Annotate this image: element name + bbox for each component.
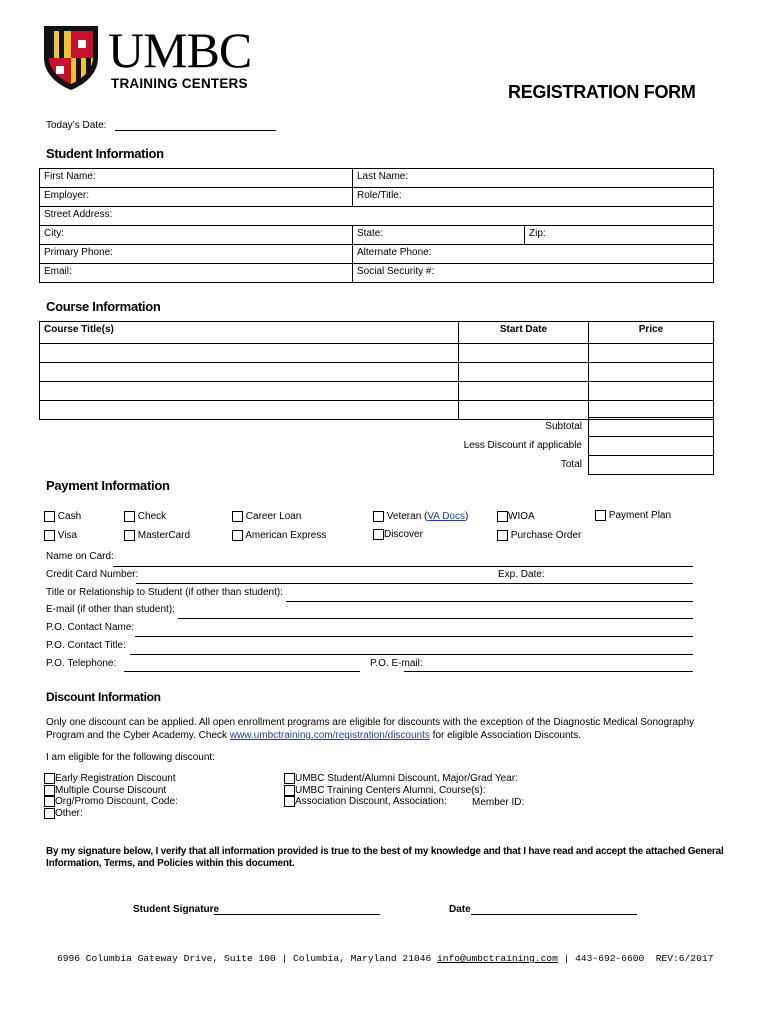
signature-statement <box>46 846 736 870</box>
state-label: State: <box>357 228 384 239</box>
student-signature-field[interactable] <box>214 914 380 915</box>
discounts-link[interactable]: www.umbctraining.com/registration/discounts <box>229 730 430 741</box>
start-date-header: Start Date <box>459 322 589 344</box>
shield-icon <box>40 22 102 92</box>
discount-label: Less Discount if applicable <box>463 440 582 451</box>
discount-option[interactable] <box>44 808 178 820</box>
wioa-checkbox[interactable] <box>497 511 508 522</box>
eligible-label: I am eligible for the following discount: <box>46 752 215 763</box>
cash-label: Cash <box>57 511 82 523</box>
check-checkbox[interactable] <box>124 511 135 522</box>
wioa-label: WIOA <box>508 511 535 523</box>
payment-option-payment-plan[interactable] <box>595 510 671 521</box>
po-email-label: P.O. E-mail: <box>370 658 423 669</box>
discount-cell[interactable] <box>589 437 714 456</box>
first-name-label: First Name: <box>44 171 96 182</box>
title-relationship-label: Title or Relationship to Student (if other than student): <box>46 587 283 598</box>
early-registration-label: Early Registration Discount <box>55 773 176 785</box>
course-title-cell[interactable] <box>40 344 459 363</box>
price-cell[interactable] <box>589 363 714 382</box>
payment-option-mastercard[interactable] <box>124 530 190 541</box>
subtotal-cell[interactable] <box>589 418 714 437</box>
totals-table <box>588 417 714 475</box>
street-address-label: Street Address: <box>44 209 113 220</box>
subtotal-label: Subtotal <box>545 421 582 432</box>
payment-option-career-loan[interactable] <box>232 511 301 522</box>
student-info-table <box>39 168 714 283</box>
purchase-order-label: Purchase Order <box>510 530 582 542</box>
course-title-cell[interactable] <box>40 401 459 420</box>
check-label: Check <box>137 511 167 523</box>
city-label: City: <box>44 228 64 239</box>
total-label: Total <box>560 459 582 470</box>
employer-field[interactable] <box>40 188 353 207</box>
mastercard-checkbox[interactable] <box>124 530 135 541</box>
start-date-cell[interactable] <box>459 363 589 382</box>
role-field[interactable] <box>353 188 714 207</box>
amex-label: American Express <box>245 530 327 542</box>
course-row <box>40 363 714 382</box>
signature-date-field[interactable] <box>471 914 637 915</box>
payment-option-amex[interactable] <box>232 530 326 541</box>
payment-option-veteran[interactable] <box>373 511 468 522</box>
card-number-field[interactable] <box>136 583 693 584</box>
discover-checkbox[interactable] <box>373 529 384 540</box>
payment-plan-label: Payment Plan <box>608 510 672 522</box>
payment-option-discover[interactable] <box>373 529 423 540</box>
discount-info-heading: Discount Information <box>46 690 161 704</box>
course-row <box>40 382 714 401</box>
start-date-cell[interactable] <box>459 401 589 420</box>
discount-text-end: for eligible Association Discounts. <box>429 730 582 741</box>
org-promo-checkbox[interactable] <box>44 796 55 807</box>
alternate-phone-field[interactable] <box>353 245 714 264</box>
student-info-heading: Student Information <box>46 146 164 161</box>
early-registration-checkbox[interactable] <box>44 773 55 784</box>
total-cell[interactable] <box>589 456 714 475</box>
org-promo-label: Org/Promo Discount, Code: <box>55 796 178 808</box>
discount-paragraph-line-2 <box>46 729 726 742</box>
zip-field[interactable] <box>525 226 714 245</box>
payment-option-wioa[interactable] <box>497 511 535 522</box>
zip-label: Zip: <box>529 228 546 239</box>
payment-option-purchase-order[interactable] <box>497 530 581 541</box>
umbc-student-label: UMBC Student/Alumni Discount, Major/Grad Year: <box>295 773 518 785</box>
payment-option-cash[interactable] <box>44 511 81 522</box>
discount-left-options <box>44 773 178 820</box>
cash-checkbox[interactable] <box>44 511 55 522</box>
price-cell[interactable] <box>589 344 714 363</box>
payment-option-check[interactable] <box>124 511 166 522</box>
course-row <box>40 344 714 363</box>
title-relationship-field[interactable] <box>286 601 693 602</box>
amex-checkbox[interactable] <box>232 530 243 541</box>
mastercard-label: MasterCard <box>137 530 191 542</box>
payment-plan-checkbox[interactable] <box>595 510 606 521</box>
last-name-field[interactable] <box>353 169 714 188</box>
course-title-header: Course Title(s) <box>40 322 459 344</box>
price-cell[interactable] <box>589 382 714 401</box>
primary-phone-field[interactable] <box>40 245 353 264</box>
name-on-card-field[interactable] <box>113 566 693 567</box>
email-label: Email: <box>44 266 72 277</box>
discount-paragraph <box>46 716 726 742</box>
ssn-label: Social Security #: <box>357 266 435 277</box>
umbc-alumni-checkbox[interactable] <box>284 785 295 796</box>
course-info-heading: Course Information <box>46 299 161 314</box>
payment-option-visa[interactable] <box>44 530 77 541</box>
course-table <box>39 321 714 420</box>
purchase-order-checkbox[interactable] <box>497 530 508 541</box>
form-title: REGISTRATION FORM <box>508 82 696 102</box>
visa-label: Visa <box>57 530 78 542</box>
po-contact-title-field[interactable] <box>130 654 693 655</box>
po-telephone-label: P.O. Telephone: <box>46 658 117 669</box>
alternate-phone-label: Alternate Phone: <box>357 247 432 258</box>
discount-option[interactable] <box>44 785 178 797</box>
price-header: Price <box>589 322 714 344</box>
payment-info-heading: Payment Information <box>46 478 170 493</box>
ssn-field[interactable] <box>353 264 714 283</box>
card-number-label: Credit Card Number: <box>46 569 139 580</box>
discount-text: Program and the Cyber Academy. Check <box>46 730 230 741</box>
umbc-student-checkbox[interactable] <box>284 773 295 784</box>
discover-label: Discover <box>384 529 423 541</box>
discount-option[interactable] <box>44 796 178 808</box>
role-label: Role/Title: <box>357 190 402 201</box>
start-date-cell[interactable] <box>459 382 589 401</box>
email-field[interactable] <box>40 264 353 283</box>
course-title-cell[interactable] <box>40 363 459 382</box>
career-loan-checkbox[interactable] <box>232 511 243 522</box>
discount-option[interactable] <box>44 773 178 785</box>
visa-checkbox[interactable] <box>44 530 55 541</box>
name-on-card-label: Name on Card: <box>46 551 114 562</box>
veteran-close: ) <box>464 511 469 523</box>
discount-option[interactable] <box>284 785 518 797</box>
course-title-cell[interactable] <box>40 382 459 401</box>
city-field[interactable] <box>40 226 353 245</box>
po-contact-name-label: P.O. Contact Name: <box>46 622 135 633</box>
signature-date-label: Date <box>449 904 471 915</box>
discount-paragraph-line-1: Only one discount can be applied. All open enrollment programs are eligible for discounts with the exception of the Diagnostic Medical Sonography <box>46 717 695 728</box>
footer-email-link[interactable]: info@umbctraining.com <box>436 953 558 964</box>
discount-option[interactable] <box>284 773 518 785</box>
multiple-course-label: Multiple Course Discount <box>55 784 167 796</box>
member-id-label: Member ID: <box>472 797 525 808</box>
logo-wordmark: UMBC <box>108 22 252 78</box>
veteran-label: Veteran ( <box>386 511 428 523</box>
umbc-alumni-label: UMBC Training Centers Alumni, Course(s): <box>295 784 486 796</box>
signature-statement-line-2: Information, Terms, and Policies within this document. <box>46 858 295 869</box>
todays-date-field[interactable] <box>115 130 276 131</box>
career-loan-label: Career Loan <box>245 511 302 523</box>
logo-subtitle: TRAINING CENTERS <box>111 76 248 91</box>
veteran-checkbox[interactable] <box>373 511 384 522</box>
email-other-field[interactable] <box>178 618 693 619</box>
last-name-label: Last Name: <box>357 171 409 182</box>
po-email-field[interactable] <box>404 671 693 672</box>
umbc-logo <box>40 22 255 92</box>
employer-label: Employer: <box>44 190 90 201</box>
other-label: Other: <box>55 808 83 820</box>
start-date-cell[interactable] <box>459 344 589 363</box>
po-contact-title-label: P.O. Contact Title: <box>46 640 126 651</box>
po-telephone-field[interactable] <box>124 671 360 672</box>
va-docs-link[interactable]: VA Docs <box>427 511 465 523</box>
other-checkbox[interactable] <box>44 808 55 819</box>
multiple-course-checkbox[interactable] <box>44 785 55 796</box>
todays-date-label: Today’s Date: <box>46 120 107 131</box>
association-checkbox[interactable] <box>284 796 295 807</box>
footer-address: 6996 Columbia Gateway Drive, Suite 100 | Columbia, Maryland 21046 <box>57 953 437 964</box>
exp-date-label: Exp. Date: <box>498 569 545 580</box>
footer-phone-rev: | 443-692-6600 REV:6/2017 <box>557 953 714 964</box>
first-name-field[interactable] <box>40 169 353 188</box>
street-address-field[interactable] <box>40 207 714 226</box>
po-contact-name-field[interactable] <box>135 636 693 637</box>
primary-phone-label: Primary Phone: <box>44 247 113 258</box>
student-signature-label: Student Signature <box>133 904 220 915</box>
email-other-label: E-mail (if other than student): <box>46 604 175 615</box>
signature-statement-line-1: By my signature below, I verify that all information provided is true to the best of my knowledge and that I have read and accept the attached General <box>46 846 724 857</box>
association-label: Association Discount, Association: <box>295 796 447 808</box>
footer <box>57 953 713 964</box>
state-field[interactable] <box>353 226 525 245</box>
